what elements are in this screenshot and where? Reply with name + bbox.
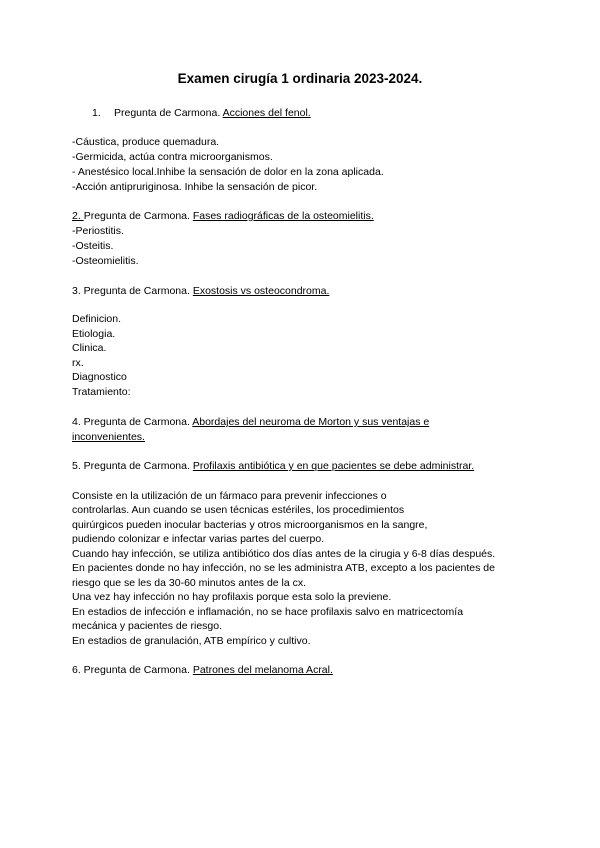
q5-text-line: mecánica y pacientes de riesgo. xyxy=(72,620,222,632)
question-1-number: 1. xyxy=(92,107,101,119)
question-5-prefix: 5. Pregunta de Carmona. xyxy=(72,460,193,472)
question-1-topic: Acciones del fenol. xyxy=(222,107,311,119)
question-3-topic: Exostosis vs osteocondroma. xyxy=(192,285,330,297)
q1-item: -Cáustica, produce quemadura. xyxy=(72,136,220,148)
question-2-topic: Fases radiográficas de la osteomielitis. xyxy=(192,210,374,222)
q5-text-line: En estadios de granulación, ATB empírico y cultivo. xyxy=(72,635,311,647)
question-4-prefix: 4. Pregunta de Carmona. xyxy=(72,416,193,428)
exam-title: Examen cirugía 1 ordinaria 2023-2024. xyxy=(177,71,423,86)
question-6-heading xyxy=(72,663,333,677)
q5-text-line: Una vez hay infección no hay profilaxis porque esta solo la previene. xyxy=(72,591,392,603)
question-2-number: 2. xyxy=(72,210,84,222)
question-3-prefix: 3. Pregunta de Carmona. xyxy=(72,285,193,297)
question-1-prefix: Pregunta de Carmona. xyxy=(114,107,223,119)
q1-item: -Germicida, actúa contra microorganismos. xyxy=(72,151,273,163)
question-4-topic: Abordajes del neuroma de Morton y sus ventajas e xyxy=(192,416,430,428)
q5-text-line: pudiendo colonizar e infectar varias partes del cuerpo. xyxy=(72,533,325,545)
question-4-heading xyxy=(72,415,429,429)
q5-text-line: En estadios de infección e inflamación, no se hace profilaxis salvo en matricectomía xyxy=(72,606,464,618)
question-2-heading xyxy=(72,209,374,223)
question-4-topic-continued: inconvenientes. xyxy=(72,431,145,443)
q3-item: Tratamiento: xyxy=(72,386,131,398)
question-3-heading xyxy=(72,284,329,298)
q3-item: Etiologia. xyxy=(72,328,116,340)
q2-item: -Periostitis. xyxy=(72,225,124,237)
q3-item: Clinica. xyxy=(72,342,107,354)
question-6-prefix: 6. Pregunta de Carmona. xyxy=(72,664,193,676)
q1-item: -Acción antipruriginosa. Inhibe la sensación de picor. xyxy=(72,181,318,193)
q2-item: -Osteomielitis. xyxy=(72,255,139,267)
q5-text-line: En pacientes donde no hay infección, no se les administra ATB, excepto a los pacientes de xyxy=(72,562,495,574)
q5-text-line: quirúrgicos pueden inocular bacterias y otros microorganismos en la sangre, xyxy=(72,519,428,531)
question-6-topic: Patrones del melanoma Acral. xyxy=(192,664,333,676)
question-2-prefix: Pregunta de Carmona. xyxy=(83,210,193,222)
q5-text-line: riesgo que se les da 30-60 minutos antes de la cx. xyxy=(72,577,307,589)
q2-item: -Osteitis. xyxy=(72,240,114,252)
q5-text-line: Cuando hay infección, se utiliza antibiótico dos días antes de la cirugia y 6-8 días después. xyxy=(72,548,496,560)
q5-text-line: controlarlas. Aun cuando se usen técnicas estériles, los procedimientos xyxy=(72,504,405,516)
q3-item: Definicion. xyxy=(72,313,122,325)
q3-item: rx. xyxy=(72,357,84,369)
q1-item: - Anestésico local.Inhibe la sensación de dolor en la zona aplicada. xyxy=(72,166,384,178)
q3-item: Diagnostico xyxy=(72,371,127,383)
q5-text-line: Consiste en la utilización de un fármaco para prevenir infecciones o xyxy=(72,490,387,502)
question-5-topic: Profilaxis antibiótica y en que pacientes se debe administrar. xyxy=(192,460,475,472)
question-5-heading xyxy=(72,459,474,473)
question-1-heading xyxy=(92,106,311,120)
